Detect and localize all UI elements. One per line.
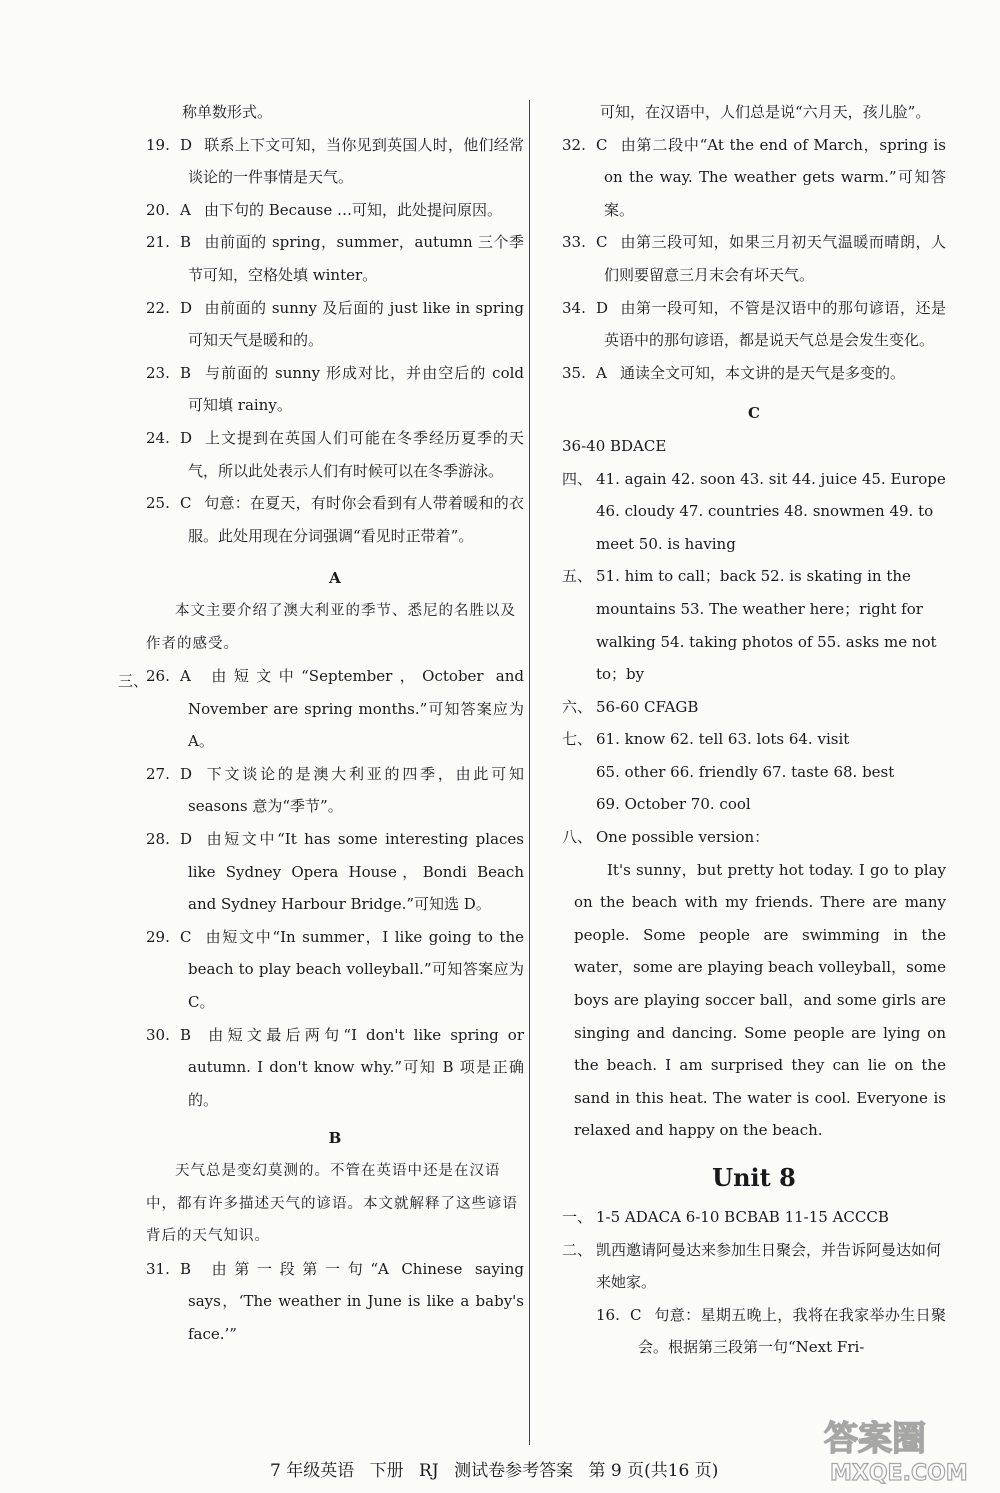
answer-list-c bbox=[562, 129, 946, 390]
list-item bbox=[146, 1019, 524, 1117]
answer-num: 21. bbox=[146, 233, 170, 252]
answer-num: 27. bbox=[146, 764, 170, 783]
answer-text: 下文谈论的是澳大利亚的四季，由此可知 seasons 意为“季节”。 bbox=[188, 764, 524, 816]
answer-key: B bbox=[180, 1025, 192, 1044]
left-column bbox=[146, 96, 524, 1351]
footer-page: 第 9 页(共16 页) bbox=[588, 1461, 719, 1481]
list-item bbox=[146, 487, 524, 552]
section-5: 五、 51. him to call；back 52. is skating in the mountains 53. The weather here；right for walking 54. taking photos of 55. asks me not to；by bbox=[562, 567, 937, 684]
answer-text: 由第一段可知，不管是汉语中的那句谚语，还是英语中的那句谚语，都是说天气总是会发生变化。 bbox=[604, 298, 946, 350]
passage-a-intro: 本文主要介绍了澳大利亚的季节、悉尼的名胜以及作者的感受。 bbox=[146, 602, 516, 652]
answer-text: 由下句的 Because …可知，此处提问原因。 bbox=[204, 200, 503, 219]
unit-section-2: 二、 凯西邀请阿曼达来参加生日聚会，并告诉阿曼达如何来她家。 bbox=[562, 1240, 942, 1292]
answer-text: 上文提到在英国人们可能在冬季经历夏季的天气，所以此处表示人们有时候可以在冬季游泳。 bbox=[188, 428, 524, 480]
answer-key: A bbox=[180, 667, 191, 686]
unit-title: Unit 8 bbox=[712, 1163, 796, 1192]
list-item bbox=[146, 129, 524, 194]
answer-key: B bbox=[180, 363, 192, 382]
list-item bbox=[146, 921, 524, 1019]
answer-num: 28. bbox=[146, 830, 170, 849]
answer-num: 35. bbox=[562, 363, 586, 382]
answer-text: 由第二段中“At the end of March，spring is on the way. The weather gets warm.”可知答案。 bbox=[604, 135, 946, 219]
watermark-logo bbox=[818, 1410, 988, 1488]
list-item bbox=[562, 226, 946, 291]
list-item bbox=[146, 194, 524, 227]
answer-key: D bbox=[596, 298, 609, 317]
page-footer bbox=[270, 1456, 728, 1481]
answer-key: D bbox=[180, 135, 193, 154]
answer-num: 22. bbox=[146, 298, 170, 317]
answer-key: C bbox=[180, 927, 192, 946]
passage-a-title: A bbox=[329, 569, 341, 588]
section-7: 七、 61. know 62. tell 63. lots 64. visit 65. other 66. friendly 67. taste 68. best 69. October 70. cool bbox=[562, 730, 895, 814]
answer-key: D bbox=[180, 830, 193, 849]
answer-text: 通读全文可知，本文讲的是天气是多变的。 bbox=[620, 363, 906, 382]
footer-grade-subject: 7 年级英语 bbox=[270, 1461, 355, 1481]
answer-text: 由短文中“It has some interesting places like Sydney Opera House，Bondi Beach and Sydney Harbour Bridge.”可知选 D。 bbox=[188, 830, 524, 914]
answer-text: 由短文中“In summer，I like going to the beach to play beach volleyball.”可知答案应为 C。 bbox=[188, 927, 524, 1012]
answer-key: D bbox=[180, 298, 193, 317]
answer-key: C bbox=[596, 135, 608, 154]
continued-line: 称单数形式。 bbox=[182, 103, 273, 121]
answer-num: 26. bbox=[146, 667, 170, 686]
svg-text:答案圈: 答案圈 bbox=[824, 1419, 926, 1459]
answer-key: D bbox=[180, 428, 193, 447]
unit-section-1: 一、 1-5 ADACA 6-10 BCBAB 11-15 ACCCB bbox=[562, 1208, 889, 1226]
footer-edition: RJ bbox=[419, 1461, 439, 1481]
answer-num: 25. bbox=[146, 494, 170, 513]
list-item bbox=[562, 292, 946, 357]
answer-num: 29. bbox=[146, 927, 170, 946]
section-6: 六、 56-60 CFAGB bbox=[562, 697, 699, 716]
answer-text: 由前面的 spring，summer，autumn 三个季节可知，空格处填 winter。 bbox=[188, 233, 524, 284]
answer-text: 由短文最后两句“I don't like spring or autumn. I don't know why.”可知 B 项是正确的。 bbox=[188, 1025, 524, 1109]
passage-c-title: C bbox=[748, 404, 760, 423]
answer-key: A bbox=[180, 200, 191, 219]
list-item: 31. B 由第一段第一句“A Chinese saying says，‘The weather in June is like a baby's face.’” bbox=[146, 1259, 524, 1343]
answer-num: 24. bbox=[146, 428, 170, 447]
sample-essay: It's sunny，but pretty hot today. I go to play on the beach with my friends. There are many people. Some people are swimming in the water，some are playing beach volleyball，some boys are playing soccer ball，and some girls are singing and dancing. Some people are lying on the beach. I am surprised they can lie on the sand in this heat. The water is cool. Everyone is relaxed and happy on the beach. bbox=[574, 860, 946, 1140]
answer-num: 20. bbox=[146, 200, 170, 219]
section-3-mark: 三、 bbox=[118, 672, 149, 690]
answer-num: 23. bbox=[146, 363, 170, 382]
list-item bbox=[562, 357, 946, 390]
answer-list-a bbox=[146, 129, 524, 553]
answers-36-40: 36-40 BDACE bbox=[562, 436, 667, 455]
section-4: 四、 41. again 42. soon 43. sit 44. juice 45. Europe 46. cloudy 47. countries 48. snowmen 49. to meet 50. is having bbox=[562, 469, 946, 553]
answer-key: C bbox=[180, 494, 192, 513]
answer-key: B bbox=[180, 233, 192, 252]
footer-volume: 下册 bbox=[369, 1461, 404, 1481]
passage-b-title: B bbox=[328, 1129, 342, 1148]
answer-num: 34. bbox=[562, 298, 586, 317]
column-divider bbox=[529, 100, 530, 1445]
answer-text: 与前面的 sunny 形成对比，并由空后的 cold 可知填 rainy。 bbox=[188, 363, 524, 415]
section-8: 八、 One possible version： bbox=[562, 828, 770, 847]
answer-num: 30. bbox=[146, 1025, 170, 1044]
answer-text: 由前面的 sunny 及后面的 just like in spring 可知天气是暖和的。 bbox=[188, 298, 524, 350]
answer-key: A bbox=[596, 363, 607, 382]
list-item bbox=[146, 758, 524, 823]
list-item bbox=[146, 422, 524, 487]
continued-line: 可知，在汉语中，人们总是说“六月天，孩儿脸”。 bbox=[600, 103, 931, 121]
svg-text:MXQE.COM: MXQE.COM bbox=[830, 1461, 968, 1486]
answer-num: 32. bbox=[562, 135, 586, 154]
answer-key: D bbox=[180, 764, 193, 783]
answer-key: C bbox=[596, 233, 608, 252]
answer-text: 句意：在夏天，有时你会看到有人带着暖和的衣服。此处用现在分词强调“看见时正带着”。 bbox=[188, 494, 524, 545]
answer-text: 由第三段可知，如果三月初天气温暖而晴朗，人们则要留意三月末会有坏天气。 bbox=[604, 233, 946, 284]
footer-doc: 测试卷参考答案 bbox=[454, 1461, 574, 1481]
passage-b-intro: 天气总是变幻莫测的。不管在英语中还是在汉语中，都有许多描述天气的谚语。本文就解释了这些谚语背后的天气知识。 bbox=[146, 1163, 518, 1245]
list-item bbox=[562, 129, 946, 227]
answer-text: 由短文中“September，October and November are spring months.”可知答案应为 A。 bbox=[188, 667, 524, 751]
list-item: 16. C 句意：星期五晚上，我将在我家举办生日聚会。根据第三段第一句“Next Fri- bbox=[596, 1305, 946, 1357]
list-item bbox=[146, 823, 524, 921]
answer-list-b bbox=[146, 660, 524, 1116]
right-column bbox=[562, 96, 946, 1364]
list-item bbox=[146, 226, 524, 291]
answer-text: 联系上下文可知，当你见到英国人时，他们经常谈论的一件事情是天气。 bbox=[188, 135, 524, 187]
list-item bbox=[146, 357, 524, 422]
list-item bbox=[146, 660, 524, 758]
answer-num: 19. bbox=[146, 135, 170, 154]
answer-num: 33. bbox=[562, 233, 586, 252]
list-item bbox=[146, 292, 524, 357]
